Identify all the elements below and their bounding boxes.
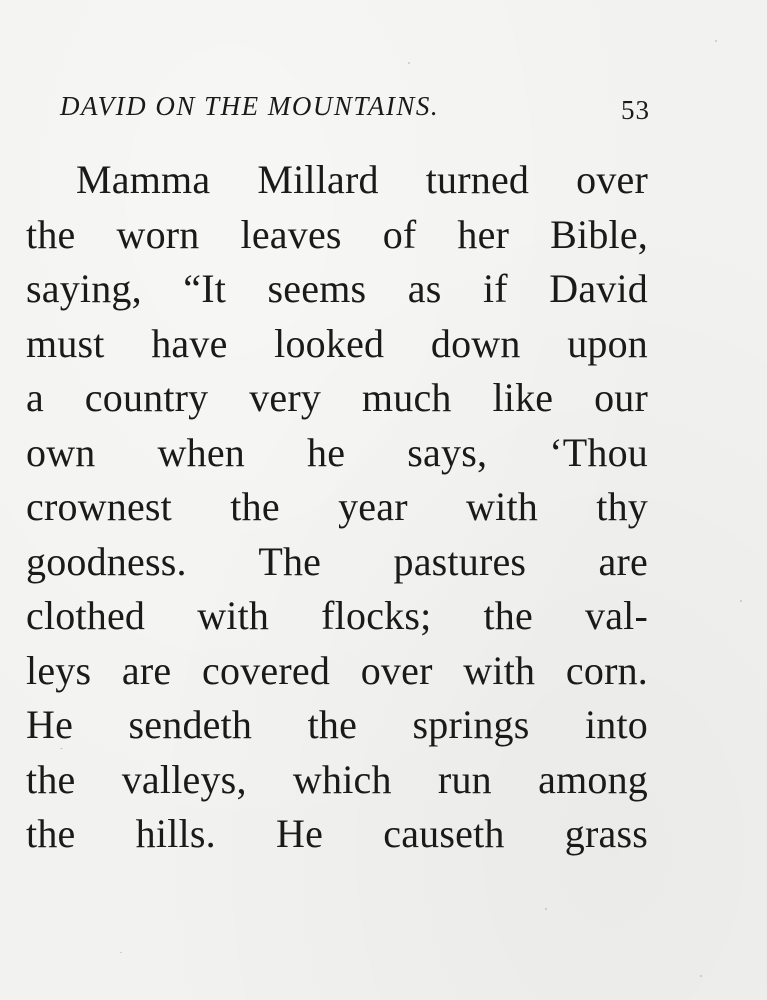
text-line: must have looked down upon — [26, 320, 648, 366]
text-line: clothed with flocks; the val- — [26, 593, 648, 638]
text-line: a country very much like our — [26, 375, 648, 420]
text-line: Mamma Millard turned over — [76, 157, 648, 202]
text-line: crownest the year with thy — [26, 484, 648, 529]
paper-speck — [740, 600, 742, 602]
paper-speck — [715, 40, 717, 42]
page-number: 53 — [621, 95, 650, 125]
text-line: leys are covered over with corn. — [26, 647, 648, 693]
paper-speck — [700, 975, 702, 977]
text-line: saying, “It seems as if David — [26, 266, 648, 311]
text-line: goodness. The pastures are — [26, 538, 648, 584]
paper-speck — [408, 62, 410, 64]
paper-speck — [60, 748, 63, 749]
text-line: the hills. He causeth grass — [26, 811, 648, 856]
body-text — [26, 153, 648, 862]
text-line: the valleys, which run among — [26, 756, 648, 802]
text-line: own when he says, ‘Thou — [26, 429, 648, 475]
text-line: the worn leaves of her Bible, — [26, 211, 648, 257]
running-head — [60, 88, 650, 128]
paper-speck — [120, 952, 122, 953]
paper-speck — [545, 908, 547, 910]
running-title: DAVID ON THE MOUNTAINS. — [60, 91, 440, 121]
text-line: He sendeth the springs into — [26, 702, 648, 747]
